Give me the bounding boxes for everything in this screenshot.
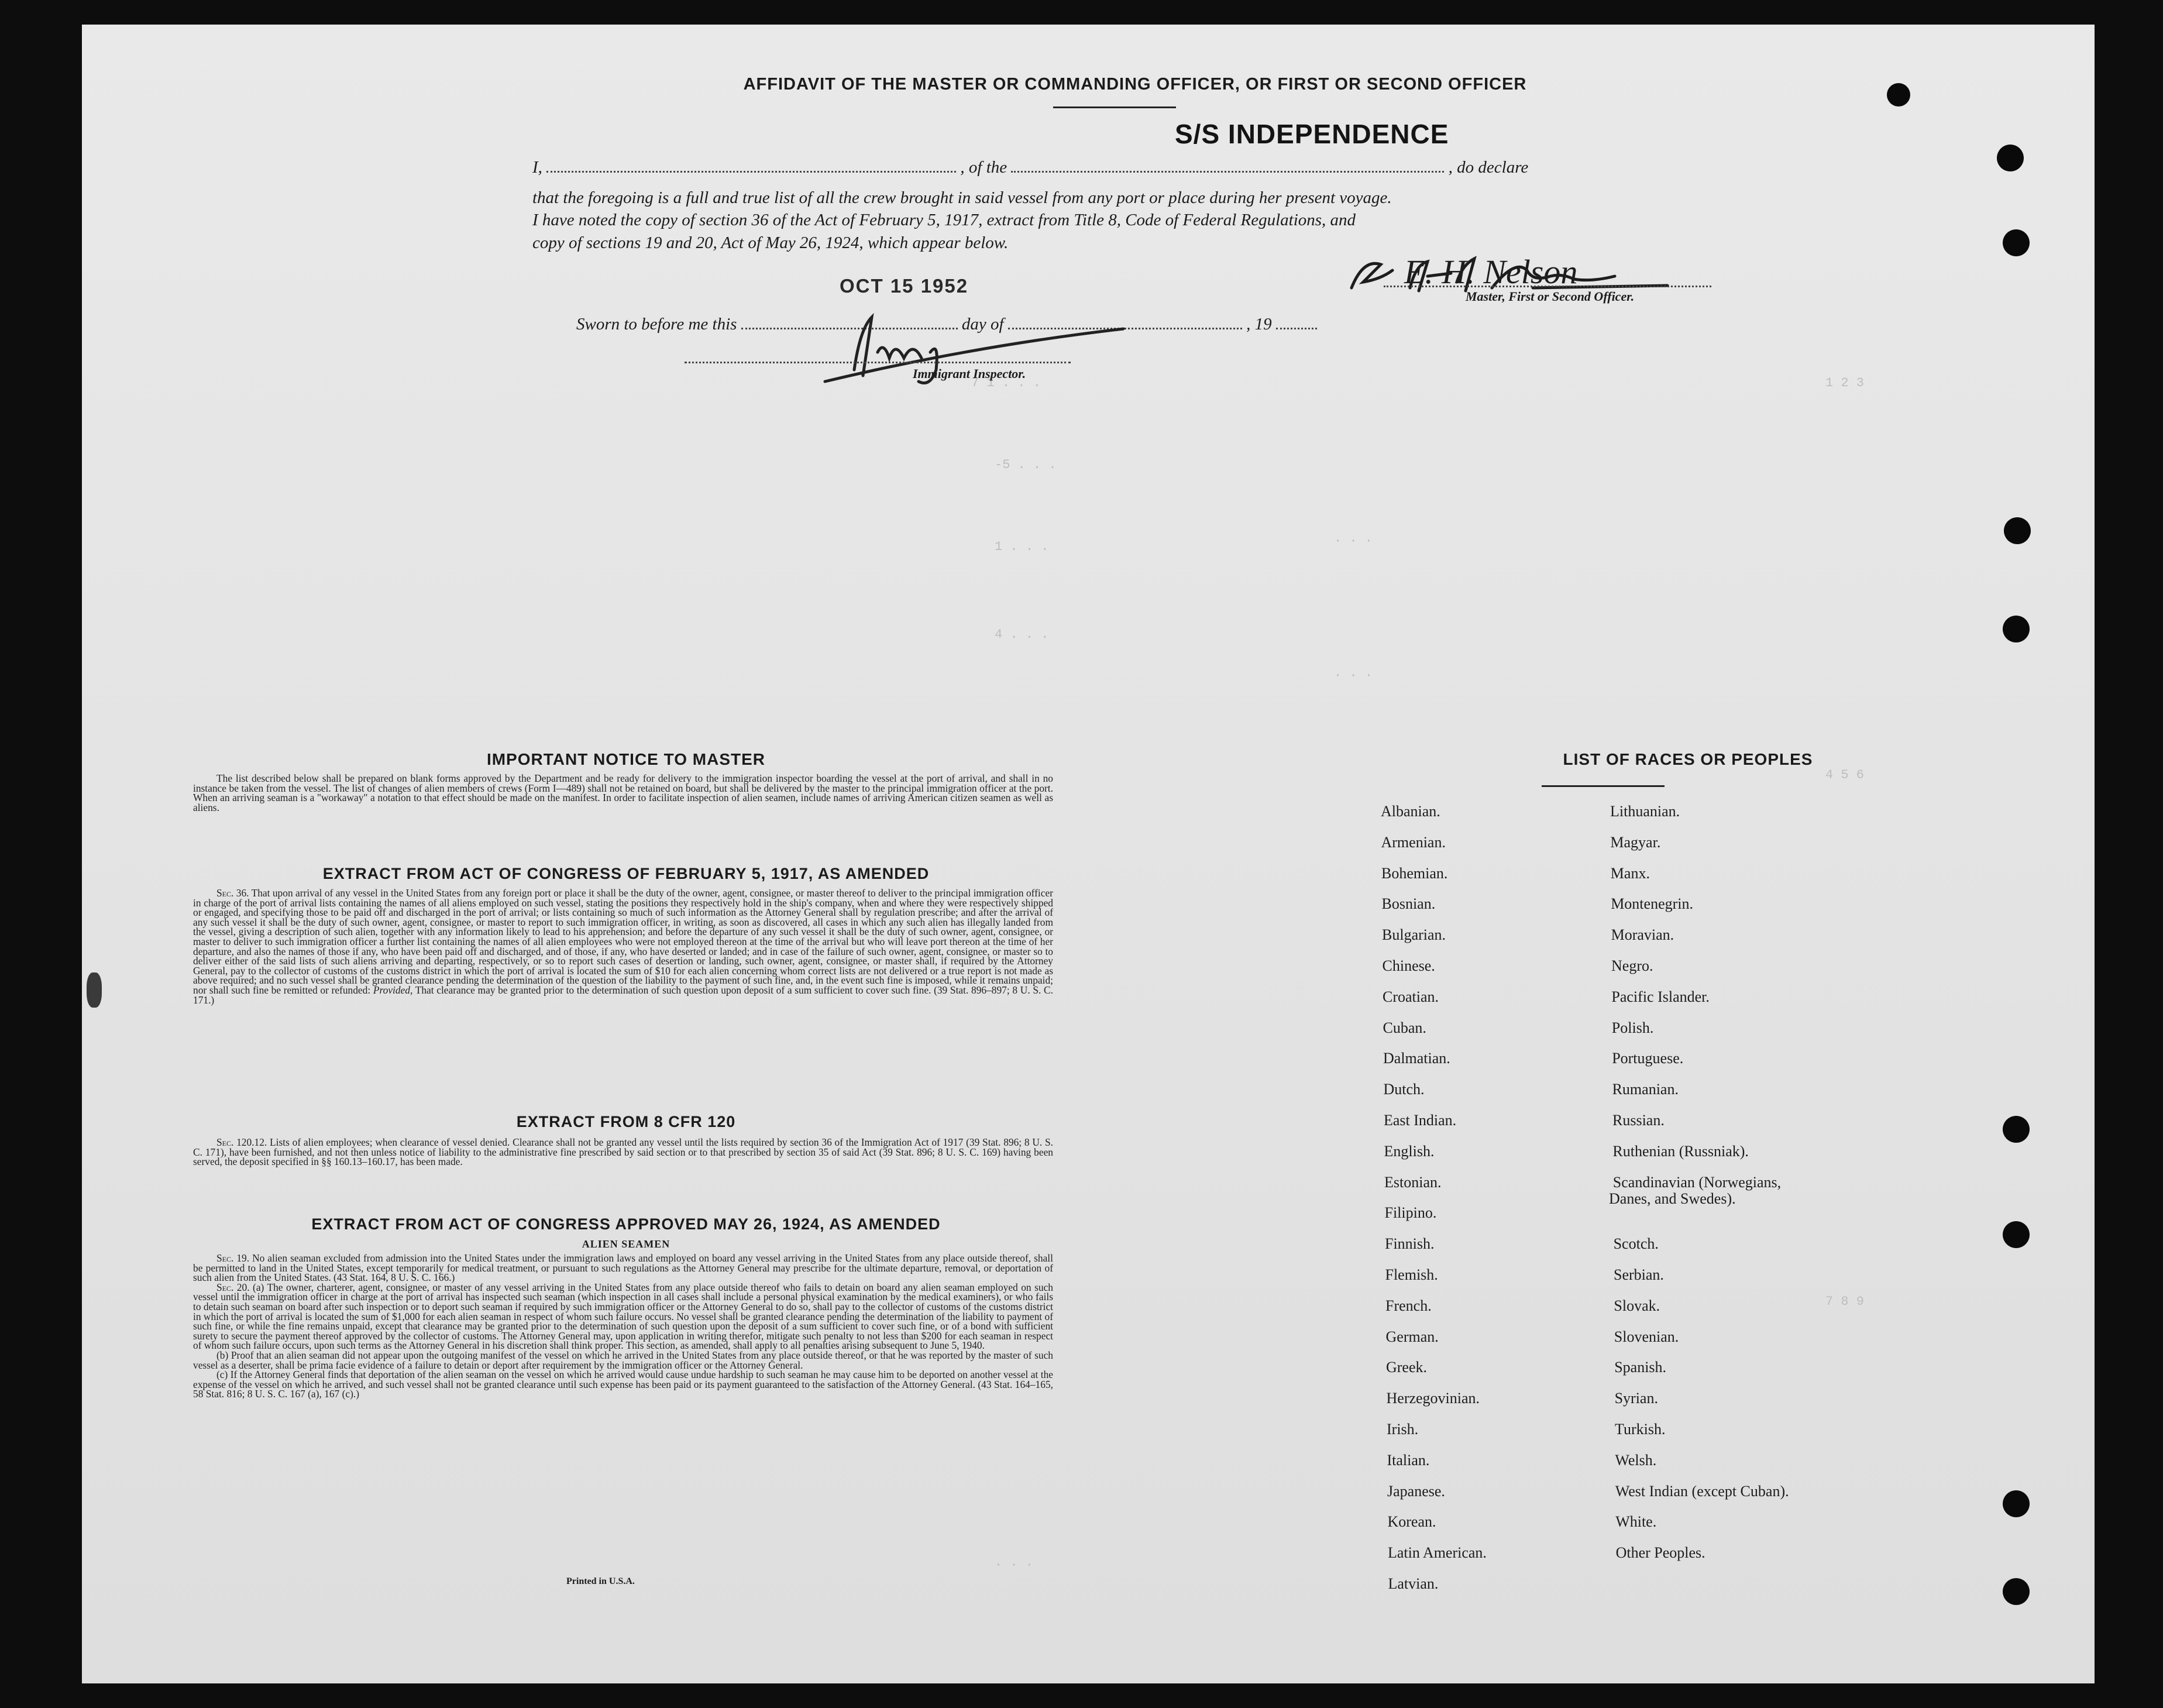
date-stamp: OCT 15 1952 [840,275,969,297]
printed-in-usa: Printed in U.S.A. [566,1576,635,1586]
race-right-item: Turkish. [1615,1421,1666,1438]
punch-hole [2003,616,2030,642]
race-left-item: Latvian. [1388,1575,1439,1592]
race-right-item: Welsh. [1615,1451,1657,1469]
race-right-item: Manx. [1610,864,1650,882]
master-signature-text: E. H. Nelson [1404,253,1578,291]
declaration-line-1 [532,156,1679,179]
race-right-item: Lithuanian. [1610,803,1680,820]
race-right-item: White. [1615,1513,1657,1531]
race-left-item: Bosnian. [1381,895,1436,913]
race-right-item: Moravian. [1611,926,1674,944]
declaration-line-4: copy of sections 19 and 20, Act of May 26, 1924, which appear below. [532,233,1009,252]
race-right-item: Danes, and Swedes). [1609,1190,1736,1207]
race-left-item: Flemish. [1385,1266,1438,1283]
section-20c-paragraph: (c) If the Attorney General finds that deportation of the alien seaman on the vessel on which he arrived would cause undue hardship to such seaman he may cause him to be deported on another vessel at the expense of the vessel on which he arrived, and such vessel shall not be granted clearance until such expense has been paid or its payment guaranteed to the satisfaction of the Attorney General. (43 Stat. 164–165, 58 Stat. 816; 8 U. S. C. 167 (a), 167 (c).) [193,1369,1053,1400]
inspector-caption: Immigrant Inspector. [913,366,1026,381]
race-right-item: Scotch. [1613,1235,1659,1253]
race-right-item: Polish. [1611,1019,1654,1036]
race-left-item: Dalmatian. [1383,1050,1450,1067]
race-right-item: Negro. [1611,957,1653,974]
extract-1917-title: EXTRACT FROM ACT OF CONGRESS OF FEBRUARY 5, 1917, AS AMENDED [322,865,930,882]
affidavit-title: AFFIDAVIT OF THE MASTER OR COMMANDING OFFICER, OR FIRST OR SECOND OFFICER [743,75,1527,94]
race-left-item: Greek. [1386,1359,1428,1376]
race-right-item: West Indian (except Cuban). [1615,1482,1789,1500]
extract-cfr-title: EXTRACT FROM 8 CFR 120 [516,1113,736,1130]
master-signature-line [1384,286,1711,287]
declaration-declare: , do declare [1448,158,1529,177]
race-right-item: Russian. [1612,1112,1665,1129]
punch-hole [2003,1578,2030,1605]
day-of-text: day of [961,315,1004,334]
title-rule [1053,106,1176,108]
race-right-item: Slovenian. [1614,1328,1679,1345]
extract-1917-text [193,888,1053,1005]
vessel-name: S/S INDEPENDENCE [1175,119,1449,149]
declaration-line-3: I have noted the copy of section 36 of the Act of February 5, 1917, extract from Title 8, Code of Federal Regulations, and [532,211,1356,229]
name-blank [546,159,956,173]
race-right-item: Slovak. [1614,1297,1660,1314]
race-right-item: Syrian. [1614,1390,1658,1407]
master-caption: Master, First or Second Officer. [1466,289,1635,304]
punch-hole [2003,229,2030,256]
extract-1924-title: EXTRACT FROM ACT OF CONGRESS APPROVED MAY 26, 1924, AS AMENDED [311,1215,941,1233]
extract-1917-section: Sec. 36. [216,887,249,899]
race-right-item: Magyar. [1610,833,1661,851]
race-right-item: Pacific Islander. [1611,988,1710,1005]
notice-title: IMPORTANT NOTICE TO MASTER [486,750,766,768]
extract-cfr-text [193,1137,1053,1167]
declaration-of: , of the [960,158,1007,177]
race-left-item: Finnish. [1385,1235,1435,1253]
inspector-signature-line [685,362,1071,363]
punch-hole [2003,1221,2030,1248]
race-left-item: Bohemian. [1381,864,1448,882]
section-20a-paragraph [193,1283,1053,1350]
extract-1917-body: That upon arrival of any vessel in the United States from any foreign port or place it shall be the duty of the owner, agent, consignee, or master thereof to deliver to the principal immigration officer in charge of the port of arrival lists containing the names of all aliens employed on such vessel, stating the positions they respectively hold in the ship's company, when and where they were respectively shipped or engaged, and specifying those to be paid off and discharged in the port of arrival; or lists containing so much of such information as the Attorney General shall by regulation prescribe; and after the arrival of any such vessel it shall be the duty of such owner, agent, consignee, or master to report to such immigration officer, in writing, as soon as discovered, all cases in which any such alien has illegally landed from the vessel, giving a description of such alien, together with any information likely to lead to his apprehension; and before the departure of any such vessel it shall be the duty of such owner, agent, consignee, or master to deliver to such immigration officer a further list containing the names of all alien employees who were not employed thereon at the time of the arrival but who will leave port thereon at the time of her departure, and also the names of those if any, who have been paid off and discharged, and of those, if any, who have deserted or landed; and in case of the failure of such owner, agent, consignee, or master so to deliver either of the said lists of such aliens arriving and departing, respectively, or so to report such cases of desertion or landing, such owner, agent, consignee, or master shall, if required by the Attorney General, pay to the collector of customs of the customs district in which the port of arrival is located the sum of $10 for each alien concerning whom correct lists are not delivered or a true report is not made as above required; and no such vessel shall be granted clearance pending the determination of the question of the liability to the payment of such fine, and, in the event such fine is imposed, while it remains unpaid; nor shall such fine be remitted or refunded: [193,887,1053,996]
extract-1924-subtitle: ALIEN SEAMEN [582,1238,670,1250]
race-right-item: Serbian. [1614,1266,1664,1283]
races-title: LIST OF RACES OR PEOPLES [1563,750,1813,768]
race-right-item: Portuguese. [1612,1050,1684,1067]
punch-hole [2004,517,2031,544]
race-left-item: Irish. [1387,1421,1419,1438]
edge-mark [87,972,102,1008]
race-right-item: Montenegrin. [1611,895,1693,913]
race-left-item: Herzegovinian. [1386,1390,1480,1407]
year-prefix: , 19 [1246,315,1272,334]
section-19-label: Sec. 19. [216,1252,250,1264]
punch-hole [2003,1490,2030,1517]
extract-1917-provided: Provided, [373,984,413,996]
sworn-text: Sworn to before me this [576,315,737,334]
race-right-item: Ruthenian (Russniak). [1612,1142,1749,1160]
race-right-item: Other Peoples. [1615,1544,1705,1562]
race-left-item: Italian. [1387,1451,1430,1469]
extract-1917-proviso: That clearance may be granted prior to the determination of such question upon deposit of a sum sufficient to cover such fine. (39 Stat. 896–897; 8 U. S. C. 171.) [193,984,1053,1006]
races-rule [1542,785,1665,787]
race-left-item: Japanese. [1387,1482,1445,1500]
race-left-item: Dutch. [1383,1081,1425,1098]
sworn-year-blank [1276,315,1317,329]
race-left-item: Korean. [1387,1513,1436,1531]
punch-hole [2003,1116,2030,1143]
extract-cfr-body: Lists of alien employees; when clearance of vessel denied. Clearance shall not be granted any vessel until the lists required by section 36 of the Immigration Act of 1917 (39 Stat. 896; 8 U. S. C. 171), have been furnished, and not then unless notice of liability to the administrative fine prescribed by said section or to that prescribed by section 35 of said Act (39 Stat. 896; 8 U. S. C. 169) having been served, the deposit specified in §§ 160.13–160.17, has been made. [193,1136,1053,1168]
race-left-item: Bulgarian. [1382,926,1446,944]
section-20b-paragraph: (b) Proof that an alien seaman did not appear upon the outgoing manifest of the vessel on which he arrived in the United States from any place outside thereof, or that he was reported by the master of such vessel as a deserter, shall be prima facie evidence of a failure to detain or deport after requirement by the immigration officer or the Attorney General. [193,1349,1053,1371]
punch-hole [1887,83,1910,106]
race-right-item: Scandinavian (Norwegians, [1612,1173,1782,1191]
section-20a-body: (a) The owner, charterer, agent, consignee, or master of any vessel arriving in the United States from any place outside thereof who fails to detain on board any alien seaman employed on such vessel until the immigration officer in charge at the port of arrival has inspected such seaman (which inspection in all cases shall include a personal physical examination by the medical examiners), or who fails to detain such seaman on board after such inspection or to deport such seaman if required by such immigration officer or the Attorney General to do so, shall pay to the collector of customs of the customs district in which the port of arrival is located the sum of $1,000 for each alien seaman in respect of whom such failure occurs. No vessel shall be granted clearance pending the determination of the liability to payment of such fine, or while the fine remains unpaid, except that clearance may be granted prior to the determination of such question upon the deposit of a sum sufficient to cover such fine, or of a bond with sufficient surety to secure the payment thereof approved by the collector of customs. The Attorney General may, upon application in writing therefor, mitigate such penalty to not less than $200 for each seaman in respect of whom such failure occurs, upon such terms as the Attorney General in his discretion shall think proper. This section, as amended, shall apply to all penalties arising subsequent to June 5, 1940. [193,1281,1053,1352]
race-left-item: East Indian. [1384,1112,1457,1129]
race-left-item: French. [1385,1297,1432,1314]
race-right-item: Spanish. [1614,1359,1667,1376]
section-20-label: Sec. 20. [216,1281,250,1293]
vessel-blank [1011,159,1444,173]
section-19-body: No alien seaman excluded from admission into the United States under the immigration laws and employed on board any vessel arriving in the United States from any place outside thereof, shall be permitted to land in the United States, except temporarily for medical treatment, or pursuant to such regulations as the Attorney General may prescribe for the ultimate departure, removal, or deportation of such alien from the United States. (43 Stat. 164, 8 U. S. C. 166.) [193,1252,1053,1284]
declaration-i: I, [532,158,542,177]
race-left-item: Albanian. [1381,803,1440,820]
race-right-item: Rumanian. [1612,1081,1679,1098]
race-left-item: Chinese. [1382,957,1435,974]
race-left-item: English. [1384,1142,1435,1160]
race-left-item: Cuban. [1383,1019,1426,1036]
section-19-paragraph [193,1253,1053,1283]
extract-1924-text [193,1253,1053,1399]
race-left-item: Croatian. [1383,988,1439,1005]
document-page: 7 1 . . . -5 . . . 1 . . . 4 . . . · · · · · · 1 2 3 4 5 6 7 8 9 · · · AFFIDAVIT OF THE MASTER OR COMMANDING OFFICER, OR FIRST OR SECOND OFFICER I, , of the , do declare S/S INDEPENDENCE that the foregoing is a full and true list of all the crew brought in said vessel from any port or place during her present voyage. I have noted the copy of section 36 of the Act of February 5, 1917, extract from Title 8, Code of Federal Regulations, and copy of sections 19 and 20, Act of May 26, 1924, which appear below. E. H. Nelson Master, First or Second Officer. Sworn to before me this day of , 19 OCT 15 1952 Immigrant Inspector. IMPORTANT NOTICE TO MASTER The list described below shall be prepared on blank forms approved by the Department and be ready for delivery to the immigration inspector boarding the vessel at the port of arrival, and shall in no instance be taken from the vessel. The list of changes of alien members of crews (Form I—489) shall not be retained on board, but shall be delivered by the master to the principal immigration officer at the port. When an arriving seaman is a "workaway" a notation to that effect should be made on the manifest. In order to facilitate inspection of alien seamen, include names of arriving American citizen seamen as well as aliens. EXTRACT FROM ACT OF CONGRESS OF FEBRUARY 5, 1917, AS AMENDED Sec. 36. That upon arrival of any vessel in the United States from any foreign port or place it shall be the duty of the owner, agent, consignee, or master thereof to deliver to the principal immigration officer in charge of the port of arrival lists containing the names of all aliens employed on such vessel, stating the positions they respectively hold in the ship's company, when and where they were respectively shipped or engaged, and specifying those to be paid off and discharged in the port of arrival; or lists containing so much of such information as the Attorney General shall by regulation prescribe; and after the arrival of any such vessel it shall be the duty of such owner, agent, consignee, or master to report to such immigration officer, in writing, as soon as discovered, all cases in which any such alien has illegally landed from the vessel, giving a description of such alien, together with any information likely to lead to his apprehension; and before the departure of any such vessel it shall be the duty of such owner, agent, consignee, or master to deliver to such immigration officer a further list containing the names of all alien employees who were not employed thereon at the time of the arrival but who will leave port thereon at the time of her departure, and also the names of those if any, who have been paid off and discharged, and of those, if any, who have deserted or landed; and in case of the failure of such owner, agent, consignee, or master so to deliver either of the said lists of such aliens arriving and departing, respectively, or so to report such cases of desertion or landing, such owner, agent, consignee, or master shall, if required by the Attorney General, pay to the collector of customs of the customs district in which the port of arrival is located the sum of $10 for each alien concerning whom correct lists are not delivered or a true report is not made as above required; and no such vessel shall be granted clearance pending the determination of the question of the liability to the payment of such fine, and, in the event such fine is imposed, while it remains unpaid; nor shall such fine be remitted or refunded: Provided, That clearance may be granted prior to the determination of such question upon deposit of a sum sufficient to cover such fine. (39 Stat. 896–897; 8 U. S. C. 171.) EXTRACT FROM 8 CFR 120 Sec. 120.12. Lists of alien employees; when clearance of vessel denied. Clearance shall not be granted any vessel until the lists required by section 36 of the Immigration Act of 1917 (39 Stat. 896; 8 U. S. C. 171), have been furnished, and not then unless notice of liability to the administrative fine prescribed by said section or to that prescribed by section 35 of said Act (39 Stat. 896; 8 U. S. C. 169) having been served, the deposit specified in §§ 160.13–160.17, has been made. EXTRACT FROM ACT OF CONGRESS APPROVED MAY 26, 1924, AS AMENDED ALIEN SEAMEN Sec. 19. No alien seaman excluded from admission into the United States under the immigration laws and employed on board any vessel arriving in the United States from any place outside thereof, shall be permitted to land in the United States, except temporarily for medical treatment, or pursuant to such regulations as the Attorney General may prescribe for the ultimate departure, removal, or deportation of such alien from the United States. (43 Stat. 164, 8 U. S. C. 166.) Sec. 20. (a) The owner, charterer, agent, consignee, or master of any vessel arriving in the United States from any place outside thereof who fails to detain on board any alien seaman employed on such vessel until the immigration officer in charge at the port of arrival has inspected such seaman (which inspection in all cases shall include a personal physical examination by the medical examiners), or who fails to detain such seaman on board after such inspection or to deport such seaman if required by such immigration officer or the Attorney General to do so, shall pay to the collector of customs of the customs district in which the port of arrival is located the sum of $1,000 for each alien seaman in respect of whom such failure occurs. No vessel shall be granted clearance pending the determination of the liability to payment of such fine, or while the fine remains unpaid, except that clearance may be granted prior to the determination of such question upon the deposit of a sum sufficient to cover such fine, or of a bond with sufficient surety to secure the payment thereof approved by the collector of customs. The Attorney General may, upon application in writing therefor, mitigate such penalty to not less than $200 for each seaman in respect of whom such failure occurs, upon such terms as the Attorney General in his discretion shall think proper. This section, as amended, shall apply to all penalties arising subsequent to June 5, 1940. (b) Proof that an alien seaman did not appear upon the outgoing manifest of the vessel on which he arrived in the United States from any place outside thereof, or that he was reported by the master of such vessel as a deserter, shall be prima facie evidence of a failure to detain or deport after requirement by the immigration officer or the Attorney General. (c) If the Attorney General finds that deportation of the alien seaman on the vessel on which he arrived would cause undue hardship to such seaman he may cause him to be deported on another vessel at the expense of the vessel on which he arrived, and such vessel shall not be granted clearance until such expense has been paid or its payment guaranteed to the satisfaction of the Attorney General. (43 Stat. 164–165, 58 Stat. 816; 8 U. S. C. 167 (a), 167 (c).) Printed in U.S.A. LIST OF RACES OR PEOPLES Albanian. Armenian. Bohemian. Bosnian. Bulgarian. Chinese. Croatian. Cuban. Dalmatian. Dutch. East Indian. English. Estonian. Filipino. Finnish. Flemish. French. German. Greek. Herzegovinian. Irish. Italian. Japanese. Korean. Latin American. Latvian. Lithuanian. Magyar. Manx. Montenegrin. Moravian. Negro. Pacific Islander. Polish. Portuguese. Rumanian. Russian. Ruthenian (Russniak). Scandinavian (Norwegians, Danes, and Swedes). Scotch. Serbian. Slovak. Slovenian. Spanish. Syrian. Turkish. Welsh. West Indian (except Cuban). White. Other Peoples. [82,25,2095,1683]
race-left-item: Armenian. [1381,833,1446,851]
race-left-item: Latin American. [1388,1544,1487,1562]
declaration-line-2: that the foregoing is a full and true list of all the crew brought in said vessel from any port or place during her present voyage. [532,188,1392,207]
punch-hole [1997,145,2024,171]
race-left-item: Estonian. [1384,1173,1442,1191]
extract-cfr-section: Sec. 120.12. [216,1136,267,1148]
notice-text: The list described below shall be prepared on blank forms approved by the Department and be ready for delivery to the immigration inspector boarding the vessel at the port of arrival, and shall in no instance be taken from the vessel. The list of changes of alien members of crews (Form I—489) shall not be retained on board, but shall be delivered by the master to the principal immigration officer at the port. When an arriving seaman is a "workaway" a notation to that effect should be made on the manifest. In order to facilitate inspection of alien seamen, include names of arriving American citizen seamen as well as aliens. [193,772,1053,813]
race-left-item: Filipino. [1384,1204,1437,1222]
race-left-item: German. [1385,1328,1439,1345]
